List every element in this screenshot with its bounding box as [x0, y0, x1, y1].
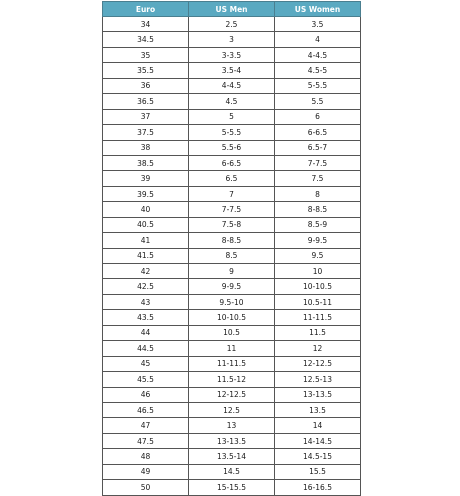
table-row [103, 264, 361, 279]
table-row [103, 63, 361, 78]
cell-us-men: 10-10.5 [189, 310, 275, 325]
cell-us-women: 11-11.5 [275, 310, 361, 325]
cell-euro: 47 [103, 418, 189, 433]
cell-us-women: 7-7.5 [275, 155, 361, 170]
cell-us-women: 14-14.5 [275, 433, 361, 448]
cell-us-men: 5 [189, 109, 275, 124]
table-row [103, 171, 361, 186]
table-row [103, 155, 361, 170]
cell-us-women: 5.5 [275, 94, 361, 109]
cell-us-men: 5-5.5 [189, 125, 275, 140]
cell-euro: 45.5 [103, 372, 189, 387]
cell-euro: 43.5 [103, 310, 189, 325]
cell-us-men: 13 [189, 418, 275, 433]
cell-us-women: 6 [275, 109, 361, 124]
cell-us-men: 12-12.5 [189, 387, 275, 402]
table-row [103, 464, 361, 479]
cell-us-women: 13-13.5 [275, 387, 361, 402]
cell-us-men: 12.5 [189, 402, 275, 417]
table-row [103, 279, 361, 294]
cell-euro: 37 [103, 109, 189, 124]
cell-euro: 38.5 [103, 155, 189, 170]
cell-euro: 47.5 [103, 433, 189, 448]
table-row [103, 248, 361, 263]
cell-us-men: 8-8.5 [189, 233, 275, 248]
table-row [103, 140, 361, 155]
table-row [103, 32, 361, 47]
cell-us-women: 3.5 [275, 17, 361, 32]
header-us-men: US Men [189, 2, 275, 17]
header-euro: Euro [103, 2, 189, 17]
cell-us-women: 10-10.5 [275, 279, 361, 294]
cell-us-women: 9-9.5 [275, 233, 361, 248]
table-row [103, 217, 361, 232]
cell-euro: 41.5 [103, 248, 189, 263]
cell-us-women: 15.5 [275, 464, 361, 479]
table-row [103, 433, 361, 448]
table-row [103, 186, 361, 201]
cell-us-men: 3-3.5 [189, 47, 275, 62]
cell-us-women: 6.5-7 [275, 140, 361, 155]
cell-us-men: 13-13.5 [189, 433, 275, 448]
cell-euro: 39.5 [103, 186, 189, 201]
cell-us-men: 14.5 [189, 464, 275, 479]
cell-us-men: 9-9.5 [189, 279, 275, 294]
table-row [103, 294, 361, 309]
cell-us-men: 5.5-6 [189, 140, 275, 155]
table-row [103, 372, 361, 387]
cell-euro: 36 [103, 78, 189, 93]
table-row [103, 109, 361, 124]
size-conversion-table [102, 1, 361, 496]
cell-us-women: 12-12.5 [275, 356, 361, 371]
cell-us-men: 7 [189, 186, 275, 201]
cell-euro: 44 [103, 325, 189, 340]
cell-us-men: 2.5 [189, 17, 275, 32]
cell-us-women: 9.5 [275, 248, 361, 263]
cell-us-women: 7.5 [275, 171, 361, 186]
cell-euro: 46 [103, 387, 189, 402]
cell-us-men: 4-4.5 [189, 78, 275, 93]
table-row [103, 356, 361, 371]
cell-us-women: 12.5-13 [275, 372, 361, 387]
cell-euro: 49 [103, 464, 189, 479]
cell-us-men: 7.5-8 [189, 217, 275, 232]
cell-us-men: 15-15.5 [189, 480, 275, 495]
cell-us-men: 13.5-14 [189, 449, 275, 464]
cell-euro: 45 [103, 356, 189, 371]
cell-euro: 34.5 [103, 32, 189, 47]
cell-us-men: 6-6.5 [189, 155, 275, 170]
cell-euro: 48 [103, 449, 189, 464]
cell-us-men: 9.5-10 [189, 294, 275, 309]
cell-euro: 40.5 [103, 217, 189, 232]
cell-us-women: 5-5.5 [275, 78, 361, 93]
header-row [103, 2, 361, 17]
cell-euro: 37.5 [103, 125, 189, 140]
cell-euro: 34 [103, 17, 189, 32]
table-row [103, 47, 361, 62]
cell-euro: 43 [103, 294, 189, 309]
cell-euro: 39 [103, 171, 189, 186]
table-row [103, 78, 361, 93]
cell-euro: 35.5 [103, 63, 189, 78]
cell-euro: 36.5 [103, 94, 189, 109]
table-row [103, 402, 361, 417]
cell-euro: 44.5 [103, 341, 189, 356]
cell-us-women: 10.5-11 [275, 294, 361, 309]
cell-euro: 46.5 [103, 402, 189, 417]
cell-us-women: 13.5 [275, 402, 361, 417]
table-row [103, 233, 361, 248]
cell-us-men: 11-11.5 [189, 356, 275, 371]
table-row [103, 480, 361, 495]
table-header [103, 2, 361, 17]
cell-euro: 40 [103, 202, 189, 217]
cell-us-women: 14.5-15 [275, 449, 361, 464]
cell-us-men: 6.5 [189, 171, 275, 186]
table-row [103, 17, 361, 32]
table-row [103, 387, 361, 402]
cell-us-women: 4 [275, 32, 361, 47]
cell-euro: 41 [103, 233, 189, 248]
table-row [103, 341, 361, 356]
cell-us-women: 10 [275, 264, 361, 279]
cell-us-women: 12 [275, 341, 361, 356]
cell-us-men: 10.5 [189, 325, 275, 340]
cell-euro: 42 [103, 264, 189, 279]
cell-us-women: 4-4.5 [275, 47, 361, 62]
cell-euro: 38 [103, 140, 189, 155]
cell-euro: 35 [103, 47, 189, 62]
cell-us-women: 14 [275, 418, 361, 433]
cell-us-men: 7-7.5 [189, 202, 275, 217]
cell-us-women: 8 [275, 186, 361, 201]
cell-us-men: 3 [189, 32, 275, 47]
header-us-women: US Women [275, 2, 361, 17]
cell-us-women: 6-6.5 [275, 125, 361, 140]
table-body [103, 17, 361, 496]
cell-us-men: 9 [189, 264, 275, 279]
table-row [103, 418, 361, 433]
table-row [103, 325, 361, 340]
table-row [103, 310, 361, 325]
cell-us-women: 8-8.5 [275, 202, 361, 217]
cell-us-women: 4.5-5 [275, 63, 361, 78]
cell-us-men: 3.5-4 [189, 63, 275, 78]
table-row [103, 94, 361, 109]
cell-us-men: 4.5 [189, 94, 275, 109]
cell-us-women: 11.5 [275, 325, 361, 340]
table-row [103, 125, 361, 140]
cell-euro: 50 [103, 480, 189, 495]
table-row [103, 202, 361, 217]
cell-us-men: 11 [189, 341, 275, 356]
cell-us-men: 11.5-12 [189, 372, 275, 387]
table-row [103, 449, 361, 464]
cell-us-women: 16-16.5 [275, 480, 361, 495]
cell-euro: 42.5 [103, 279, 189, 294]
cell-us-men: 8.5 [189, 248, 275, 263]
cell-us-women: 8.5-9 [275, 217, 361, 232]
